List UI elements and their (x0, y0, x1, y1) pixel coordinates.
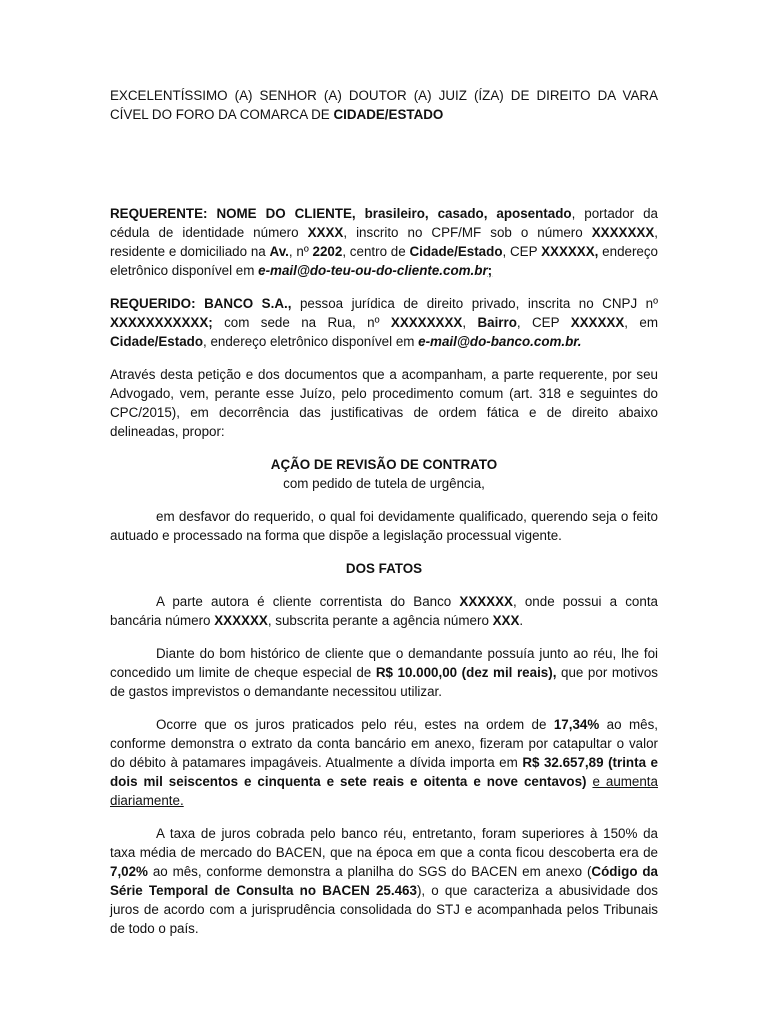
court-city: CIDADE/ESTADO (333, 107, 444, 122)
fatos-paragraph-2: Diante do bom histórico de cliente que o demandante possuía junto ao réu, lhe foi concedido um limite de cheque especial de R$ 10.000,00 (dez mil reais), que por motivos de gastos imprevistos o demandante necessitou utilizar. (110, 646, 658, 699)
action-subtitle: com pedido de tutela de urgência, (283, 476, 485, 491)
requerente-email: e-mail@do-teu-ou-do-cliente.com.br (258, 263, 488, 278)
requerido-email: e-mail@do-banco.com.br. (418, 334, 582, 349)
requerido-paragraph: REQUERIDO: BANCO S.A., pessoa jurídica de direito privado, inscrita no CNPJ nº XXXXXXXXXXX; com sede na Rua, nº XXXXXXXX, Bairro, CEP XXXXXX, em Cidade/Estado, endereço eletrônico disponível em e-mail@do-banco.com.br. (110, 296, 658, 349)
court-address: EXCELENTÍSSIMO (A) SENHOR (A) DOUTOR (A) JUIZ (ÍZA) DE DIREITO DA VARA CÍVEL DO FORO DA COMARCA DE CIDADE/ESTADO (110, 88, 658, 122)
requerente-paragraph: REQUERENTE: NOME DO CLIENTE, brasileiro, casado, aposentado, portador da cédula de identidade número XXXX, inscrito no CPF/MF sob o número XXXXXXX, residente e domiciliado na Av., nº 2202, centro de Cidade/Estado, CEP XXXXXX, endereço eletrônico disponível em e-mail@do-teu-ou-do-cliente.com.br; (110, 206, 659, 278)
fatos-paragraph-4: A taxa de juros cobrada pelo banco réu, entretanto, foram superiores à 150% da taxa média de mercado do BACEN, que na época em que a conta ficou descoberta era de 7,02% ao mês, conforme demonstra a planilha do SGS do BACEN em anexo (Código da Série Temporal de Consulta no BACEN 25.463), o que caracteriza a abusividade dos juros de acordo com a jurisprudência consolidada do STJ e acompanhada pelos Tribunais de todo o país. (110, 826, 658, 936)
requerente-name: NOME DO CLIENTE, brasileiro, casado, aposentado (216, 206, 572, 221)
petition-body (110, 86, 658, 938)
fatos-paragraph-1: A parte autora é cliente correntista do Banco XXXXXX, onde possui a conta bancária número XXXXXX, subscrita perante a agência número XXX. (110, 594, 658, 628)
intro-paragraph: Através desta petição e dos documentos que a acompanham, a parte requerente, por seu Advogado, vem, perante esse Juízo, pelo procedimento comum (art. 318 e seguintes do CPC/2015), em decorrência das justificativas de ordem fática e de direito abaixo delineadas, propor: (110, 367, 658, 439)
desfavor-paragraph: em desfavor do requerido, o qual foi devidamente qualificado, querendo seja o feito autuado e processado na forma que dispõe a legislação processual vigente. (110, 509, 658, 543)
action-title: AÇÃO DE REVISÃO DE CONTRATO (270, 457, 498, 472)
fatos-paragraph-3: Ocorre que os juros praticados pelo réu, estes na ordem de 17,34% ao mês, conforme demonstra o extrato da conta bancário em anexo, fizeram por catapultar o valor do débito à patamares impagáveis. Atualmente a dívida importa em R$ 32.657,89 (trinta e dois mil seiscentos e cinquenta e sete reais e oitenta e nove centavos) e aumenta diariamente. (110, 717, 659, 808)
section-heading-fatos: DOS FATOS (345, 561, 423, 576)
